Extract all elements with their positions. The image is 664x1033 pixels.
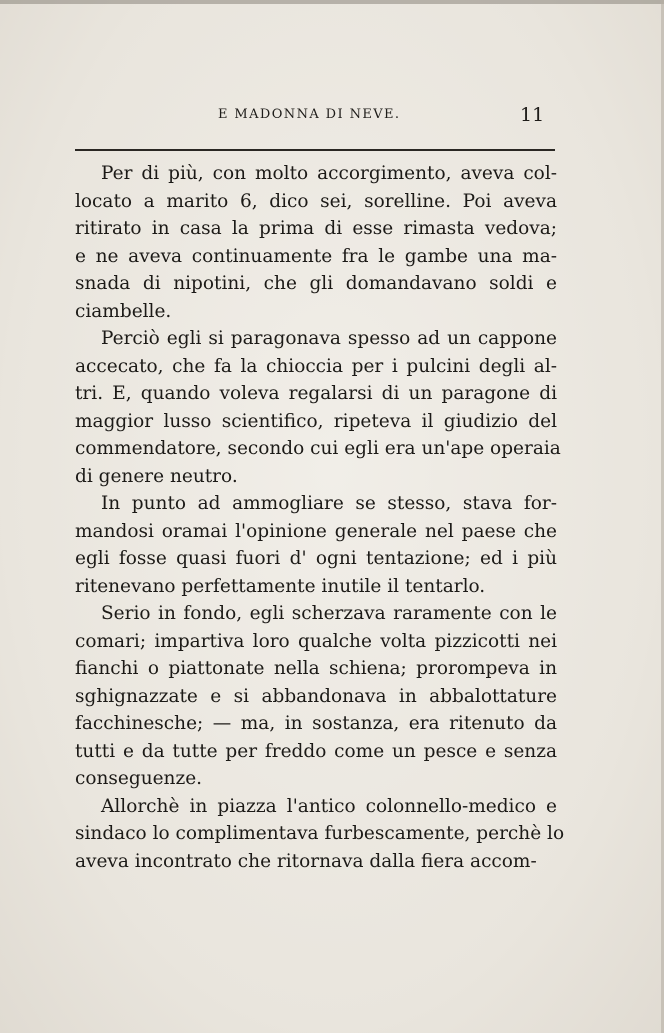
paragraph [75,793,565,876]
text-line: Perciò egli si paragonava spesso ad un cappone [101,328,557,349]
text-line: fianchi o piattonate nella schiena; prorompeva in [75,658,557,679]
paragraph [75,600,557,793]
text-line: Per di più, con molto accorgimento, aveva col- [101,163,557,184]
text-line: sghignazzate e si abbandonava in abbalottature [75,685,557,707]
text-line: commendatore, secondo cui egli era un'ape operaia [75,438,561,459]
header-rule [75,149,555,151]
text-line: conseguenze. [75,768,203,789]
text-line: locato a marito 6, dico sei, sorelline. Poi aveva [75,190,557,212]
text-line: e ne aveva continuamente fra le gambe una ma- [75,245,557,267]
body-text [75,160,565,875]
text-line: di genere neutro. [75,465,238,487]
text-line: In punto ad ammogliare se stesso, stava for- [101,493,557,514]
text-line: ciambelle. [75,300,172,322]
text-line: tutti e da tutte per freddo come un pesce e senza [75,740,557,762]
text-line: snada di nipotini, che gli domandavano soldi e [75,273,557,294]
text-line: Allorchè in piazza l'antico colonnello-medico e [101,795,557,817]
text-line: accecato, che fa la chioccia per i pulcini degli al- [75,355,557,377]
paragraph [75,490,557,600]
text-line: mandosi oramai l'opinione generale nel paese che [75,520,557,542]
text-line: ritenevano perfettamente inutile il tentarlo. [75,575,486,597]
paragraph [75,160,557,325]
running-head: E MADONNA DI NEVE. [218,107,401,122]
text-line: Serio in fondo, egli scherzava raramente con le [101,603,557,624]
text-line: ritirato in casa la prima di esse rimasta vedova; [75,218,557,239]
text-line: maggior lusso scientifico, ripeteva il giudizio del [75,410,557,432]
page-top-edge [0,0,664,4]
text-line: aveva incontrato che ritornava dalla fiera accom- [75,850,537,872]
text-line: egli fosse quasi fuori d' ogni tentazione; ed i più [75,548,557,569]
text-line: tri. E, quando voleva regalarsi di un paragone di [75,383,557,404]
text-line: sindaco lo complimentava furbescamente, perchè lo [75,823,565,844]
paragraph [75,325,561,490]
page-number: 11 [520,104,545,126]
text-line: comari; impartiva loro qualche volta pizzicotti nei [75,630,557,652]
text-line: facchinesche; — ma, in sostanza, era ritenuto da [75,713,557,734]
